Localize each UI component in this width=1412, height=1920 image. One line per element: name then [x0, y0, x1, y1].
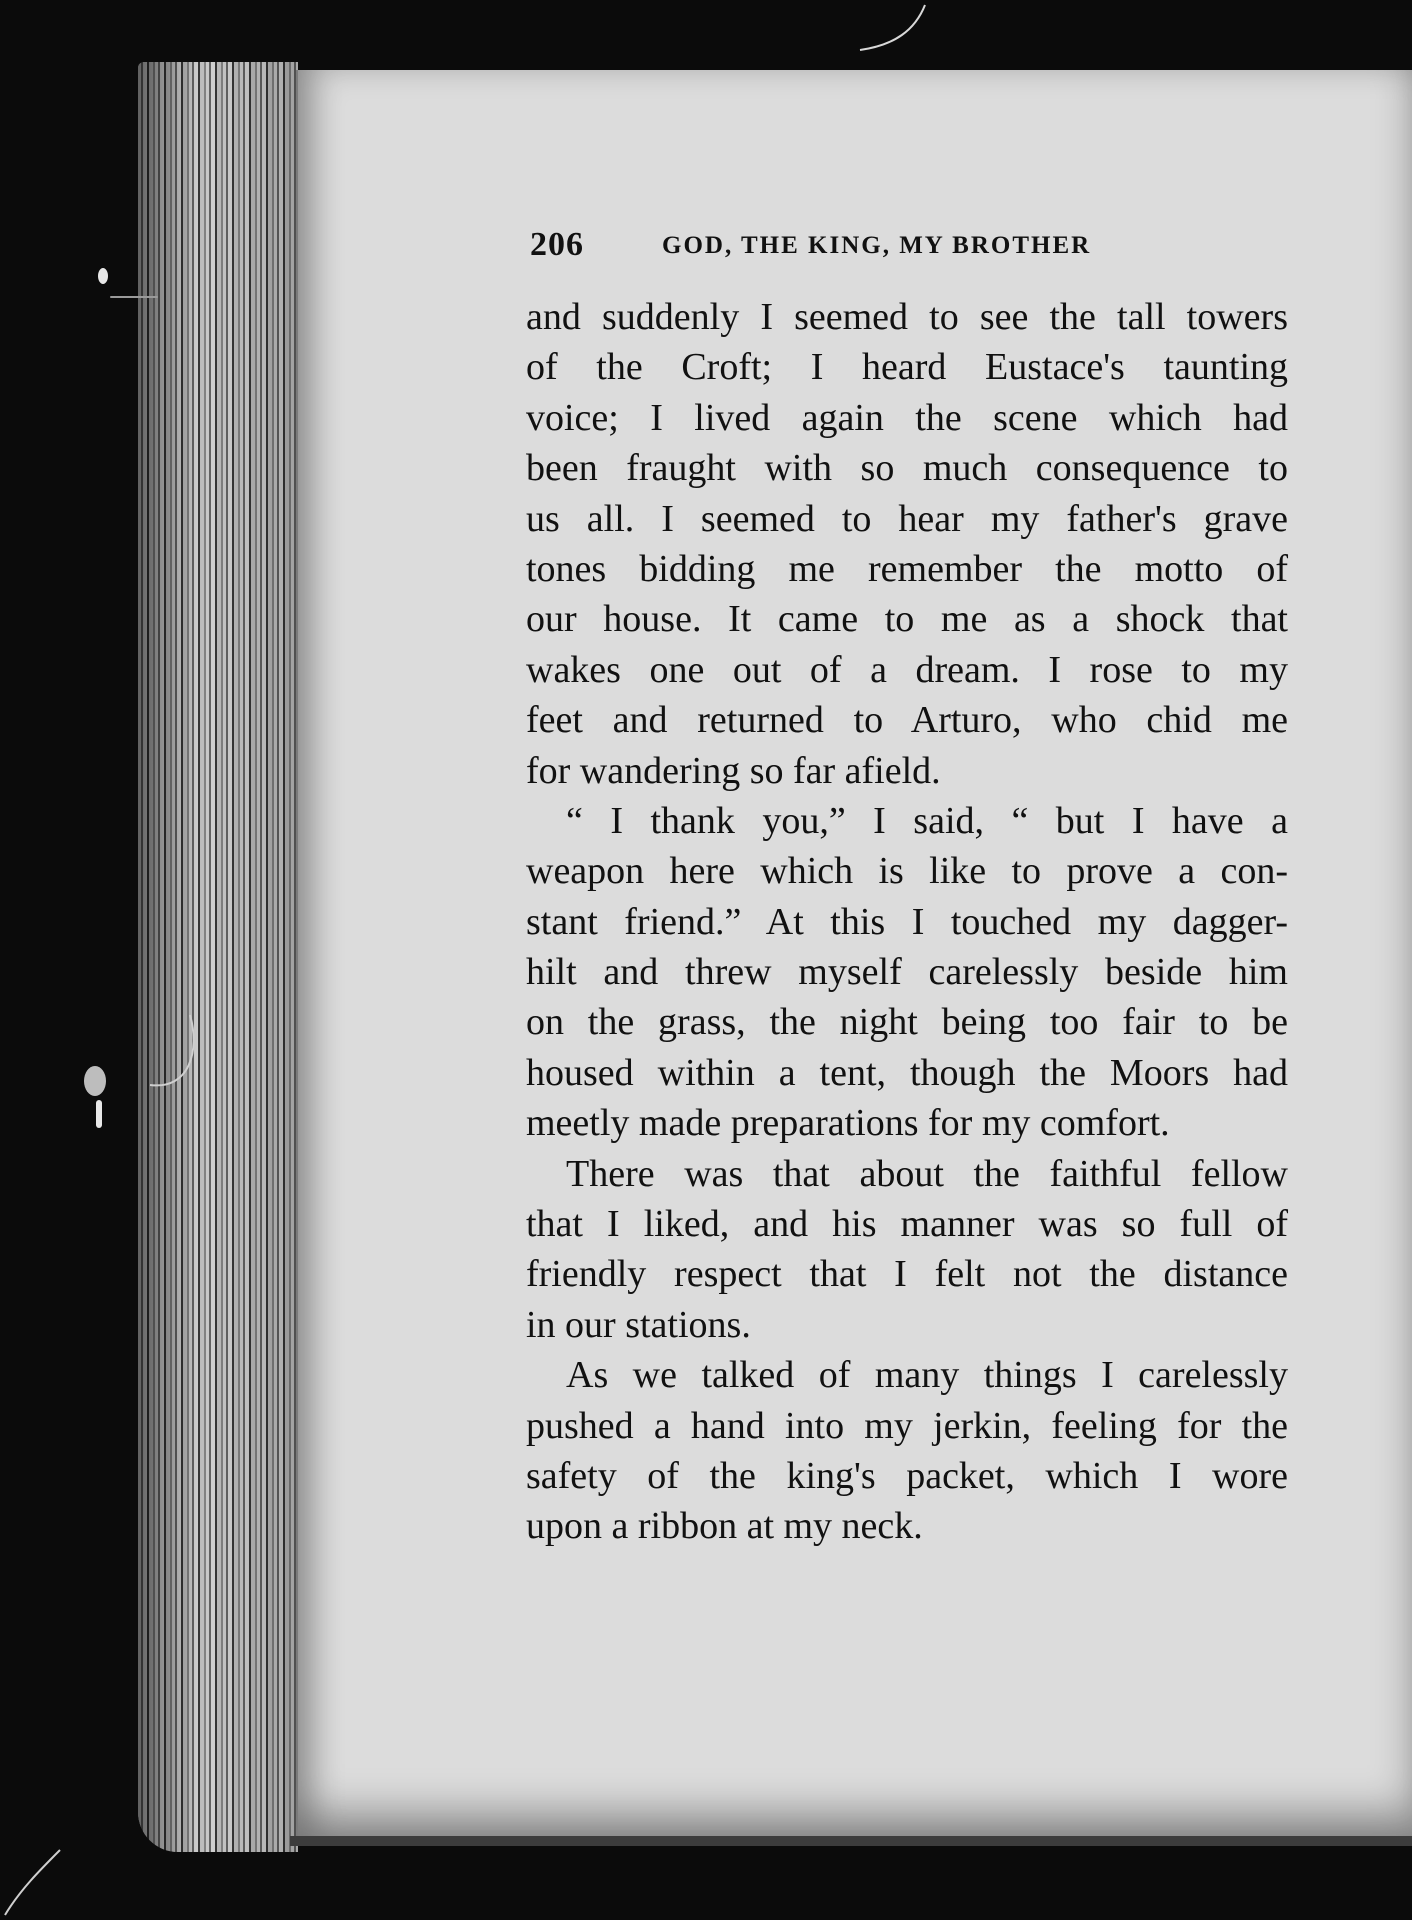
running-head [530, 226, 1350, 264]
text-line: housed within a tent, though the Moors had [526, 1051, 1288, 1094]
running-head-title: GOD, THE KING, MY BROTHER [662, 232, 1092, 259]
page-sheet [296, 70, 1412, 1842]
text-line: hilt and threw myself carelessly beside him [526, 951, 1288, 994]
text-line: safety of the king's packet, which I wore [526, 1454, 1288, 1497]
scan-speck [96, 1100, 102, 1128]
text-line: in our stations. [526, 1303, 751, 1346]
scan-scratch [855, 0, 935, 60]
text-line: and suddenly I seemed to see the tall towers [526, 296, 1288, 338]
text-line: that I liked, and his manner was so full of [526, 1203, 1288, 1246]
text-line: tones bidding me remember the motto of [526, 547, 1288, 590]
text-line: pushed a hand into my jerkin, feeling for the [526, 1404, 1288, 1447]
page-number: 206 [530, 226, 584, 263]
scan-speck [110, 296, 158, 298]
text-line: stant friend.” At this I touched my dagger- [526, 900, 1288, 943]
text-line: on the grass, the night being too fair to be [526, 1001, 1288, 1044]
scan-scratch [0, 1840, 70, 1920]
text-line: meetly made preparations for my comfort. [526, 1102, 1170, 1145]
body-text [526, 292, 1288, 1552]
scan-speck [98, 268, 108, 284]
text-line: weapon here which is like to prove a con- [526, 850, 1288, 893]
text-line: wakes one out of a dream. I rose to my [526, 648, 1288, 691]
scan-speck [84, 1066, 106, 1096]
scan-scratch [130, 1010, 210, 1100]
text-line: friendly respect that I felt not the distance [526, 1253, 1288, 1296]
page-bottom-edge [290, 1836, 1412, 1846]
text-line: of the Croft; I heard Eustace's taunting [526, 346, 1288, 389]
text-line: As we talked of many things I carelessly [566, 1354, 1288, 1397]
text-line: us all. I seemed to hear my father's grave [526, 497, 1288, 540]
text-line: upon a ribbon at my neck. [526, 1505, 923, 1548]
text-line: There was that about the faithful fellow [566, 1152, 1288, 1195]
text-line: our house. It came to me as a shock that [526, 598, 1288, 641]
text-line: feet and returned to Arturo, who chid me [526, 699, 1288, 742]
text-line: been fraught with so much consequence to [526, 447, 1288, 490]
text-line: voice; I lived again the scene which had [526, 396, 1288, 439]
text-line: “ I thank you,” I said, “ but I have a [566, 799, 1288, 842]
text-line: for wandering so far afield. [526, 749, 941, 792]
page-edge-shadow [138, 62, 298, 1852]
